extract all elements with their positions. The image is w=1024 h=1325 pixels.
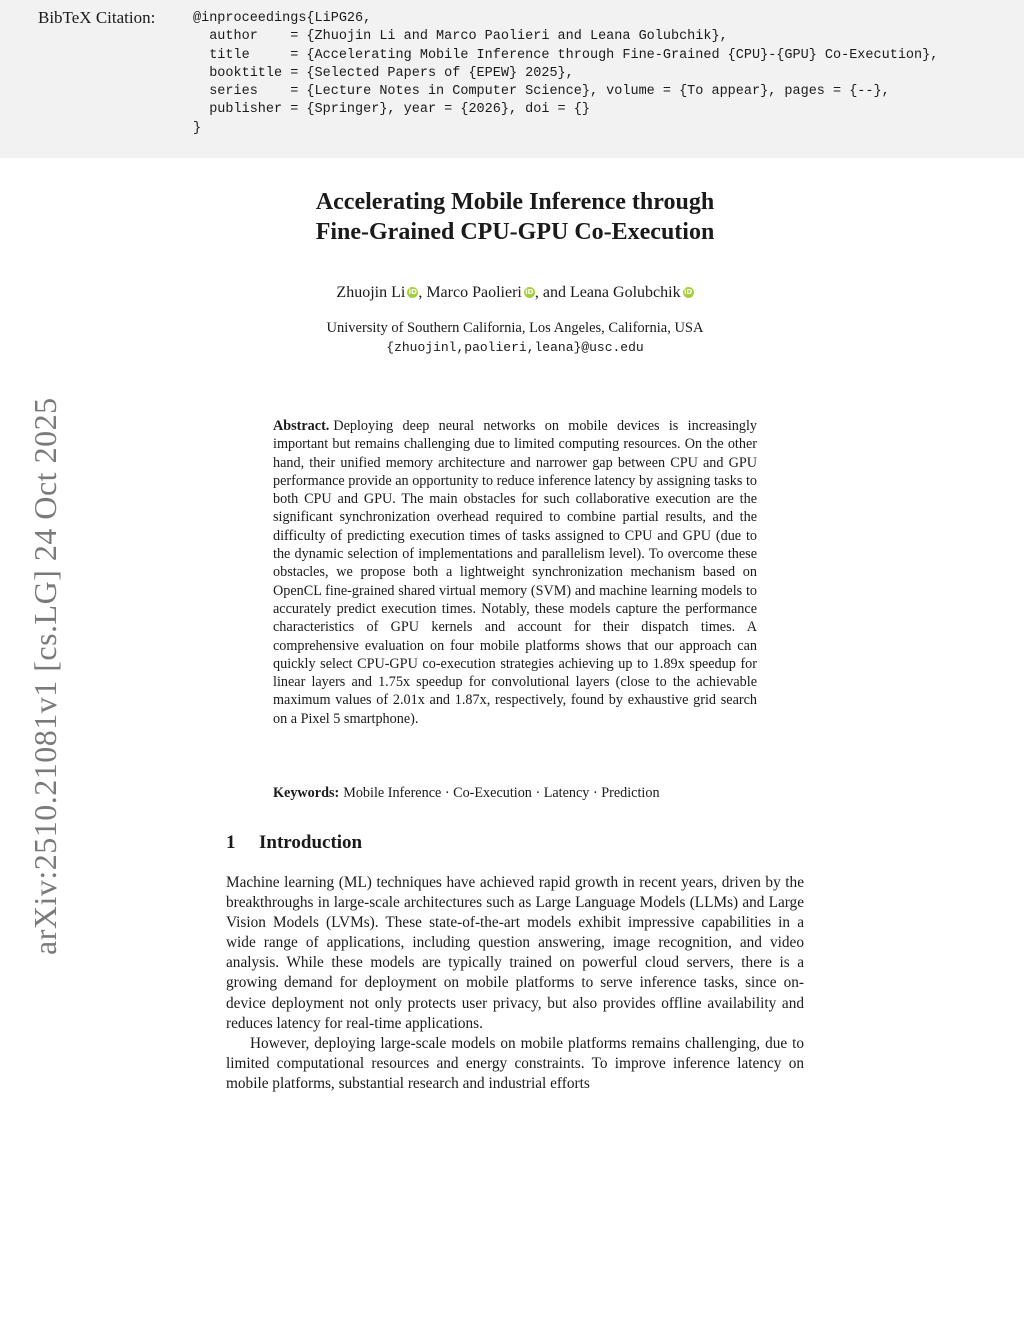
author-emails: {zhuojinl,paolieri,leana}@usc.edu	[386, 340, 644, 355]
author-separator: , and	[534, 284, 570, 301]
author-list	[200, 283, 830, 303]
paragraph: Machine learning (ML) techniques have achieved rapid growth in recent years, driven by the breakthroughs in large-scale architectures such as Large Language Models (LLMs) and Large Vision Models (LVMs). These state-of-the-art models exhibit impressive capabilities in a wide range of applications, including question answering, image recognition, and video analysis. While these models are typically trained on powerful cloud servers, there is a growing demand for deployment on mobile platforms to serve inference tasks, since on-device deployment not only protects user privacy, but also provides offline availability and reduces latency for real-time applications.	[226, 874, 804, 1032]
paper-title	[200, 187, 830, 247]
abstract	[273, 417, 757, 728]
section-number: 1	[226, 832, 236, 853]
author-name: Zhuojin Li	[336, 284, 406, 301]
bibtex-block	[0, 0, 1024, 158]
orcid-icon[interactable]: iD	[683, 288, 693, 296]
bibtex-label: BibTeX Citation:	[38, 8, 156, 27]
author-name: Leana Golubchik	[569, 284, 681, 301]
section-title: Introduction	[259, 832, 363, 853]
orcid-icon[interactable]: iD	[408, 288, 417, 296]
abstract-text: Deploying deep neural networks on mobile devices is increasingly important but remains challenging due to limited computing resources. On the other hand, their unified memory architecture and narrower gap between CPU and GPU performance provide an opportunity to reduce inference latency by assigning tasks to both CPU and GPU. The main obstacles for such collaborative execution are the significant synchronization overhead required to combine partial results, and the difficulty of predicting execution times of tasks assigned to CPU and GPU (due to the dynamic selection of implementations and parallelism level). To overcome these obstacles, we propose both a lightweight synchronization mechanism based on OpenCL fine-grained shared virtual memory (SVM) and machine learning models to accurately predict execution times. Notably, these models capture the performance characteristics of GPU kernels and account for their dispatch times. A comprehensive evaluation on four mobile platforms shows that our approach can quickly select CPU-GPU co-execution strategies achieving up to 1.89x speedup for linear layers and 1.75x speedup for convolutional layers (close to the achievable maximum values of 2.01x and 1.87x, respectively, found by exhaustive grid search on a Pixel 5 smartphone).	[273, 418, 757, 727]
author-separator: ,	[418, 284, 427, 301]
section-heading	[226, 832, 362, 854]
keywords-label: Keywords:	[273, 785, 340, 801]
author-name: Marco Paolieri	[426, 284, 522, 301]
orcid-icon[interactable]: iD	[525, 288, 534, 296]
affiliation: University of Southern California, Los Angeles, California, USA	[326, 320, 704, 336]
bibtex-code: @inproceedings{LiPG26, author = {Zhuojin Li and Marco Paolieri and Leana Golubchik}, title = {Accelerating Mobile Inference through Fine-Grained {CPU}-{GPU} Co-Execution}, booktitle = {Selected Papers of {EPEW} 2025}, series = {Lecture Notes in Computer Science}, volume = {To appear}, pages = {--}, publisher = {Springer}, year = {2026}, doi = {} }	[193, 11, 939, 136]
section-body	[226, 873, 804, 1094]
title-line-2: Fine-Grained CPU-GPU Co-Execution	[315, 219, 715, 245]
keywords	[273, 784, 757, 802]
title-line-1: Accelerating Mobile Inference through	[315, 189, 715, 215]
keywords-text: Mobile Inference · Co-Execution · Latency · Prediction	[343, 785, 660, 801]
abstract-label: Abstract.	[273, 418, 330, 434]
paragraph: However, deploying large-scale models on mobile platforms remains challenging, due to limited computational resources and energy constraints. To improve inference latency on mobile platforms, substantial research and industrial efforts	[226, 1034, 804, 1092]
arxiv-identifier: arXiv:2510.21081v1 [cs.LG] 24 Oct 2025	[27, 397, 63, 955]
